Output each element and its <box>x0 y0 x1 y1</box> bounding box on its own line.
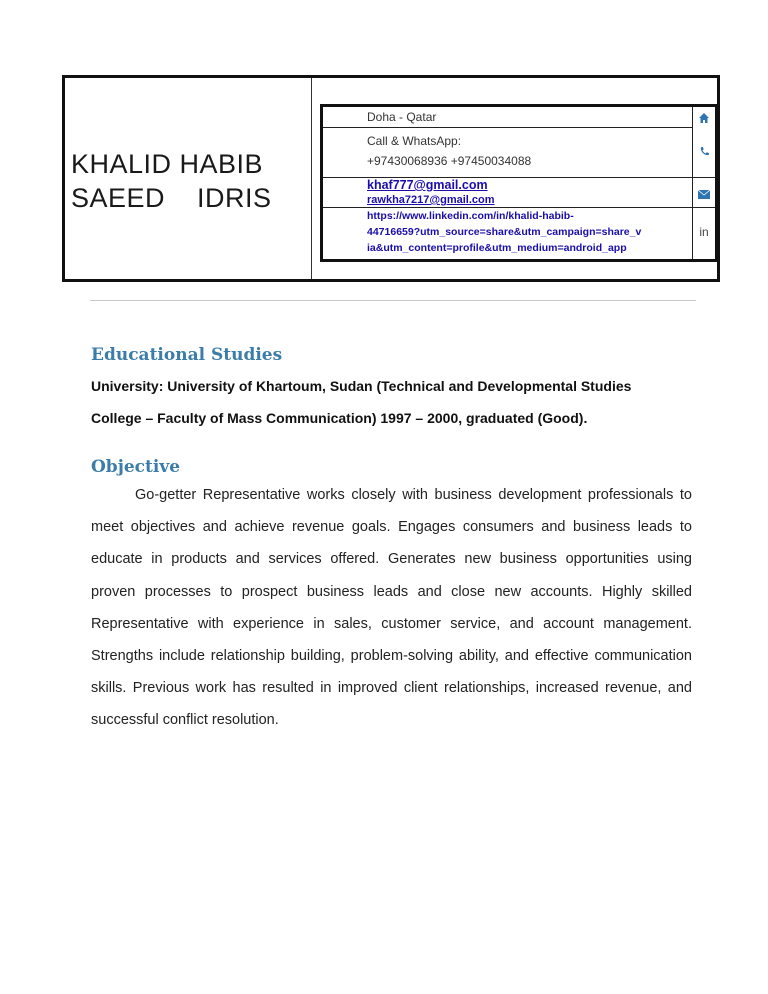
email-primary-link[interactable]: khaf777@gmail.com <box>367 178 488 192</box>
section-divider <box>90 300 696 301</box>
row-divider <box>323 127 693 128</box>
linkedin-icon: in <box>699 225 709 239</box>
linkedin-url-line-1[interactable]: https://www.linkedin.com/in/khalid-habib- <box>367 210 574 222</box>
phone-icon <box>693 145 715 160</box>
phone-label: Call & WhatsApp: <box>367 134 462 148</box>
objective-paragraph: Go-getter Representative works closely with business development professionals to meet objectives and achieve revenue goals. Engages consumers and business leads to educate in products and services offered. Generates new business opportunities using proven processes to prospect business leads and close new accounts. Highly skilled Representative with experience in sales, customer service, and account management. Strengths include relationship building, problem-solving ability, and effective communication skills. Previous work has resulted in improved client relationships, increased revenue, and successful conflict resolution. <box>91 487 692 729</box>
name-line-2: SAEED IDRIS <box>71 183 272 213</box>
objective-title: Objective <box>91 457 181 477</box>
mail-icon <box>693 187 715 202</box>
home-icon <box>693 112 715 127</box>
email-secondary-link[interactable]: rawkha7217@gmail.com <box>367 194 495 206</box>
icon-column <box>693 107 715 259</box>
education-title: Educational Studies <box>91 345 283 365</box>
name-line-1: KHALID HABIB <box>71 149 264 179</box>
linkedin-url-line-3[interactable]: ia&utm_content=profile&utm_medium=android_app <box>367 242 627 254</box>
education-line-2: College – Faculty of Mass Communication) 1997 – 2000, graduated (Good). <box>91 410 588 426</box>
header-box <box>62 75 720 282</box>
name-cell <box>65 78 312 279</box>
education-line-1: University: University of Khartoum, Sudan (Technical and Developmental Studies <box>91 378 632 394</box>
phone-numbers: +97430068936 +97450034088 <box>367 154 532 168</box>
location-text: Doha - Qatar <box>367 110 437 124</box>
linkedin-url-line-2[interactable]: 44716659?utm_source=share&utm_campaign=share_v <box>367 226 642 238</box>
contact-table <box>320 104 718 262</box>
